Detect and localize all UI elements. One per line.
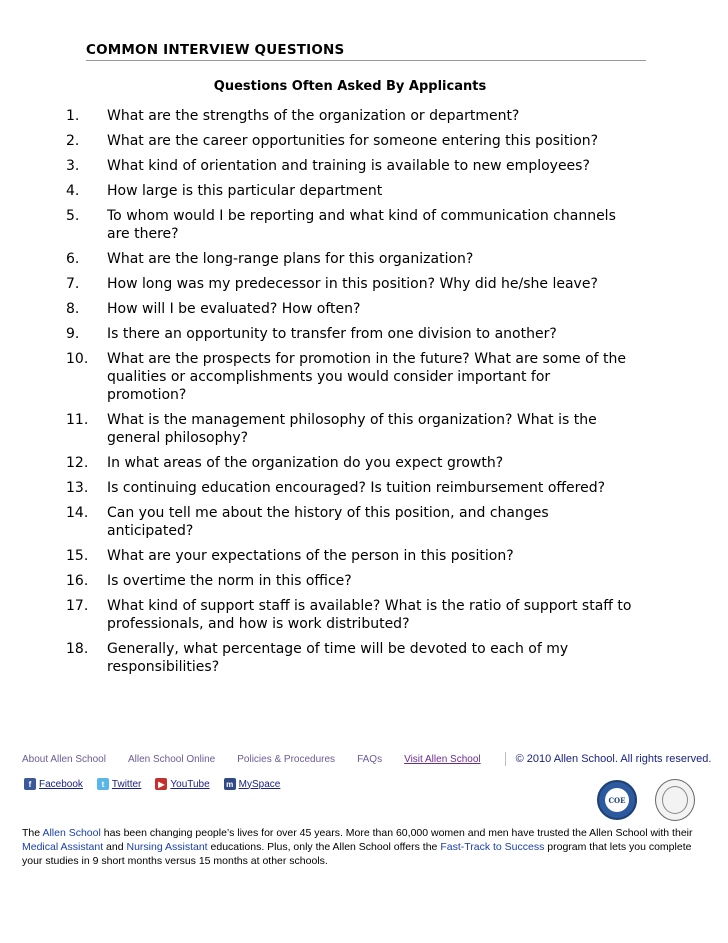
question-number: 18. [66, 641, 89, 657]
blurb-text-5: program that lets you complete your studies in 9 short months versus 15 months at other schools. [22, 841, 692, 867]
policies-procedures-link[interactable]: Policies & Procedures [237, 753, 336, 765]
facebook-label: Facebook [39, 778, 83, 790]
question-list [0, 107, 728, 683]
facebook-icon: f [24, 778, 36, 790]
question-text: Is overtime the norm in this office? [107, 573, 352, 589]
question-item [0, 300, 728, 318]
question-text: How will I be evaluated? How often? [107, 301, 361, 317]
question-text: Is there an opportunity to transfer from one division to another? [107, 326, 557, 342]
question-item [0, 157, 728, 175]
question-text: To whom would I be reporting and what kind of communication channels are there? [107, 208, 616, 242]
question-text: What kind of support staff is available? What is the ratio of support staff to professionals, and how is work distributed? [107, 598, 632, 632]
question-item [0, 479, 728, 497]
question-item [0, 107, 728, 125]
question-text: What are the long-range plans for this organization? [107, 251, 474, 267]
question-item [0, 275, 728, 293]
question-number: 16. [66, 573, 89, 589]
faqs-link[interactable]: FAQs [357, 753, 383, 765]
question-number: 15. [66, 548, 89, 564]
subtitle-text: Questions Often Asked By Applicants [213, 79, 487, 94]
facebook-link[interactable] [24, 778, 83, 790]
question-number: 2. [66, 133, 80, 149]
twitter-label: Twitter [111, 778, 142, 790]
coe-accreditation-seal [597, 780, 637, 820]
question-item [0, 504, 728, 540]
youtube-link[interactable] [155, 778, 209, 790]
question-item [0, 250, 728, 268]
question-text: Is continuing education encouraged? Is tuition reimbursement offered? [107, 480, 606, 496]
question-item [0, 350, 728, 404]
coe-seal-text: COE [605, 788, 629, 812]
question-text: How large is this particular department [107, 183, 383, 199]
blurb-text-3: and [103, 841, 127, 853]
question-text: What is the management philosophy of this organization? What is the general philosophy? [107, 412, 597, 446]
allen-school-online-link[interactable]: Allen School Online [127, 753, 216, 765]
state-seal [655, 779, 695, 821]
myspace-label: MySpace [238, 778, 281, 790]
page-subtitle [0, 79, 700, 94]
question-number: 7. [66, 276, 80, 292]
question-number: 3. [66, 158, 80, 174]
question-number: 8. [66, 301, 80, 317]
state-seal-inner [662, 786, 688, 814]
question-number: 14. [66, 505, 89, 521]
blurb-text-4: educations. Plus, only the Allen School offers the [207, 841, 441, 853]
question-text: What are the prospects for promotion in the future? What are some of the qualities or accomplishments you would consider important for promotion? [107, 351, 626, 403]
question-item [0, 411, 728, 447]
question-text: In what areas of the organization do you expect growth? [107, 455, 504, 471]
medical-assistant-highlight: Medical Assistant [22, 841, 104, 853]
question-number: 11. [66, 412, 89, 428]
social-links [24, 778, 294, 790]
question-text: Can you tell me about the history of this position, and changes anticipated? [107, 505, 549, 539]
question-item [0, 597, 728, 633]
question-item [0, 132, 728, 150]
fast-track-highlight: Fast-Track to Success [440, 841, 545, 853]
question-number: 13. [66, 480, 89, 496]
about-allen-school-link[interactable]: About Allen School [22, 753, 106, 765]
question-item [0, 454, 728, 472]
footer-divider [505, 752, 506, 766]
blurb-text-1: The [22, 827, 43, 839]
nursing-assistant-highlight: Nursing Assistant [126, 841, 208, 853]
blurb-text-2: has been changing people’s lives for over 45 years. More than 60,000 women and men have trusted the Allen School with their [100, 827, 693, 839]
question-text: What are the career opportunities for someone entering this position? [107, 133, 599, 149]
school-blurb [22, 826, 698, 868]
question-text: What are the strengths of the organization or department? [107, 108, 520, 124]
footer-nav [22, 752, 712, 766]
question-number: 4. [66, 183, 80, 199]
twitter-icon: t [97, 778, 109, 790]
question-text: What are your expectations of the person in this position? [107, 548, 514, 564]
question-item [0, 325, 728, 343]
question-text: What kind of orientation and training is available to new employees? [107, 158, 590, 174]
question-number: 10. [66, 351, 89, 367]
question-item [0, 207, 728, 243]
twitter-link[interactable] [97, 778, 141, 790]
question-item [0, 572, 728, 590]
youtube-label: YouTube [170, 778, 210, 790]
allen-school-highlight: Allen School [42, 827, 101, 839]
question-number: 6. [66, 251, 80, 267]
myspace-link[interactable] [224, 778, 281, 790]
question-item [0, 182, 728, 200]
visit-allen-school-link[interactable]: Visit Allen School [404, 753, 481, 765]
youtube-icon: ▶ [155, 778, 167, 790]
copyright-text: © 2010 Allen School. All rights reserved. [515, 753, 712, 765]
question-text: Generally, what percentage of time will be devoted to each of my responsibilities? [107, 641, 569, 675]
myspace-icon: m [224, 778, 236, 790]
question-number: 12. [66, 455, 89, 471]
question-item [0, 640, 728, 676]
page-title: COMMON INTERVIEW QUESTIONS [86, 42, 646, 61]
question-number: 9. [66, 326, 80, 342]
question-item [0, 547, 728, 565]
question-number: 5. [66, 208, 80, 224]
question-number: 1. [66, 108, 80, 124]
question-text: How long was my predecessor in this position? Why did he/she leave? [107, 276, 598, 292]
question-number: 17. [66, 598, 89, 614]
